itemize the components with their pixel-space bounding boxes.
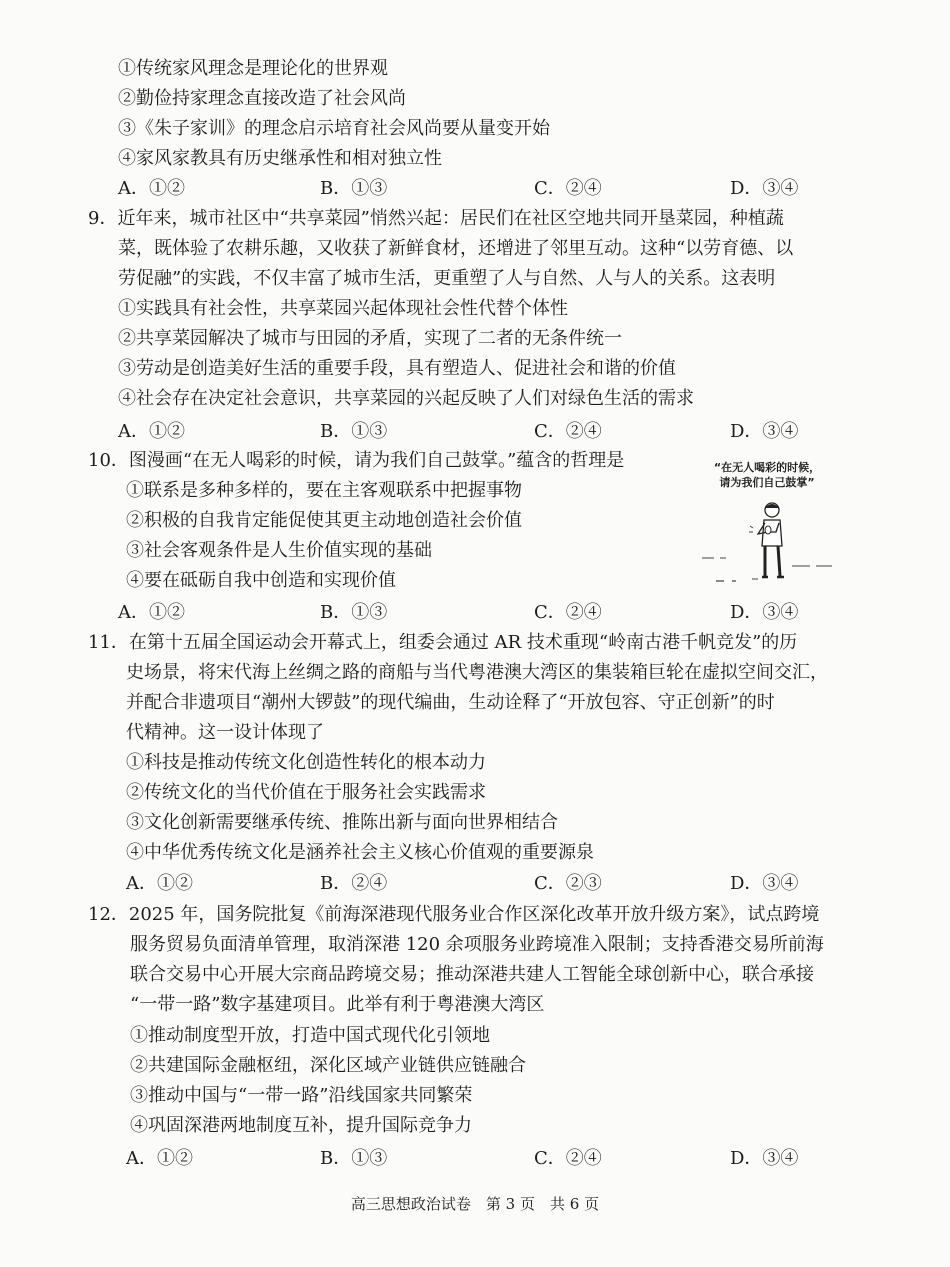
q10-choice-b: B．①③ xyxy=(320,602,388,623)
cartoon-caption-line-2: 请为我们自己鼓掌” xyxy=(719,476,815,489)
q8-option-2: ②勤俭持家理念直接改造了社会风尚 xyxy=(118,88,406,109)
q11-stem-line-3: 并配合非遗项目“潮州大锣鼓”的现代编曲，生动诠释了“开放包容、守正创新”的时 xyxy=(126,692,775,713)
q12-option-2: ②共建国际金融枢纽，深化区域产业链供应链融合 xyxy=(130,1055,526,1076)
q12-option-3: ③推动中国与“一带一路”沿线国家共同繁荣 xyxy=(130,1085,473,1106)
q11-option-1: ①科技是推动传统文化创造性转化的根本动力 xyxy=(126,752,486,773)
q10-cartoon xyxy=(692,448,842,598)
q11-option-4: ④中华优秀传统文化是涵养社会主义核心价值观的重要源泉 xyxy=(126,842,594,863)
clapping-person-icon xyxy=(692,448,842,598)
q12-stem-line-3: 联合交易中心开展大宗商品跨境交易；推动深港共建人工智能全球创新中心，联合承接 xyxy=(130,964,814,985)
q8-option-4: ④家风家教具有历史继承性和相对独立性 xyxy=(118,148,442,169)
q8-option-1: ①传统家风理念是理论化的世界观 xyxy=(118,58,388,79)
q11-stem-line-2: 史场景，将宋代海上丝绸之路的商船与当代粤港澳大湾区的集装箱巨轮在虚拟空间交汇， xyxy=(126,662,828,683)
q12-stem-line-4: “一带一路”数字基建项目。此举有利于粤港澳大湾区 xyxy=(130,994,545,1015)
q12-choice-d: D．③④ xyxy=(730,1148,799,1169)
q10-choice-a: A．①② xyxy=(118,602,185,623)
q9-choices xyxy=(118,417,878,447)
q12-stem-line-1: 12．2025 年，国务院批复《前海深港现代服务业合作区深化改革开放升级方案》，试点跨境 xyxy=(88,904,820,925)
q11-option-2: ②传统文化的当代价值在于服务社会实践需求 xyxy=(126,782,486,803)
q11-choice-c: C．②③ xyxy=(534,873,602,894)
q10-choice-d: D．③④ xyxy=(730,602,799,623)
q12-choices xyxy=(126,1144,886,1174)
q8-option-3: ③《朱子家训》的理念启示培育社会风尚要从量变开始 xyxy=(118,118,550,139)
q9-stem-line-3: 劳促融”的实践，不仅丰富了城市生活，更重塑了人与自然、人与人的关系。这表明 xyxy=(118,268,776,289)
q8-choice-b: B．①③ xyxy=(320,178,388,199)
q10-option-1: ①联系是多种多样的，要在主客观联系中把握事物 xyxy=(126,480,522,501)
q11-stem-line-4: 代精神。这一设计体现了 xyxy=(126,722,324,743)
q11-choice-b: B．②④ xyxy=(320,873,388,894)
q10-option-4: ④要在砥砺自我中创造和实现价值 xyxy=(126,570,396,591)
q11-choices xyxy=(126,869,886,899)
q9-stem-line-1: 9．近年来，城市社区中“共享菜园”悄然兴起：居民们在社区空地共同开垦菜园，种植蔬 xyxy=(88,208,784,229)
q12-option-1: ①推动制度型开放，打造中国式现代化引领地 xyxy=(130,1025,490,1046)
q9-option-4: ④社会存在决定社会意识，共享菜园的兴起反映了人们对绿色生活的需求 xyxy=(118,388,694,409)
q11-option-3: ③文化创新需要继承传统、推陈出新与面向世界相结合 xyxy=(126,812,558,833)
q10-choices xyxy=(118,598,878,628)
q8-choices xyxy=(118,174,878,204)
q12-choice-c: C．②④ xyxy=(534,1148,602,1169)
q12-option-4: ④巩固深港两地制度互补，提升国际竞争力 xyxy=(130,1115,472,1136)
q9-choice-b: B．①③ xyxy=(320,421,388,442)
q8-choice-c: C．②④ xyxy=(534,178,602,199)
q9-choice-a: A．①② xyxy=(118,421,185,442)
q11-choice-d: D．③④ xyxy=(730,873,799,894)
q11-choice-a: A．①② xyxy=(126,873,193,894)
q9-choice-d: D．③④ xyxy=(730,421,799,442)
page-footer: 高三思想政治试卷 第 3 页 共 6 页 xyxy=(350,1195,600,1213)
q9-option-1: ①实践具有社会性，共享菜园兴起体现社会性代替个体性 xyxy=(118,298,568,319)
q8-choice-d: D．③④ xyxy=(730,178,799,199)
q9-choice-c: C．②④ xyxy=(534,421,602,442)
q10-stem-line-1: 10．图漫画“在无人喝彩的时候，请为我们自己鼓掌。”蕴含的哲理是 xyxy=(88,450,625,471)
q10-option-3: ③社会客观条件是人生价值实现的基础 xyxy=(126,540,432,561)
q9-stem-line-2: 菜，既体验了农耕乐趣，又收获了新鲜食材，还增进了邻里互动。这种“以劳育德、以 xyxy=(118,238,794,259)
q8-choice-a: A．①② xyxy=(118,178,185,199)
q9-option-3: ③劳动是创造美好生活的重要手段，具有塑造人、促进社会和谐的价值 xyxy=(118,358,676,379)
q10-choice-c: C．②④ xyxy=(534,602,602,623)
q10-option-2: ②积极的自我肯定能促使其更主动地创造社会价值 xyxy=(126,510,522,531)
q11-stem-line-1: 11．在第十五届全国运动会开幕式上，组委会通过 AR 技术重现“岭南古港千帆竞发”的历 xyxy=(88,632,798,653)
q9-option-2: ②共享菜园解决了城市与田园的矛盾，实现了二者的无条件统一 xyxy=(118,328,622,349)
q12-choice-a: A．①② xyxy=(126,1148,193,1169)
q12-stem-line-2: 服务贸易负面清单管理，取消深港 120 余项服务业跨境准入限制；支持香港交易所前海 xyxy=(130,934,824,955)
cartoon-caption-line-1: “在无人喝彩的时候， xyxy=(713,461,821,474)
q12-choice-b: B．①③ xyxy=(320,1148,388,1169)
